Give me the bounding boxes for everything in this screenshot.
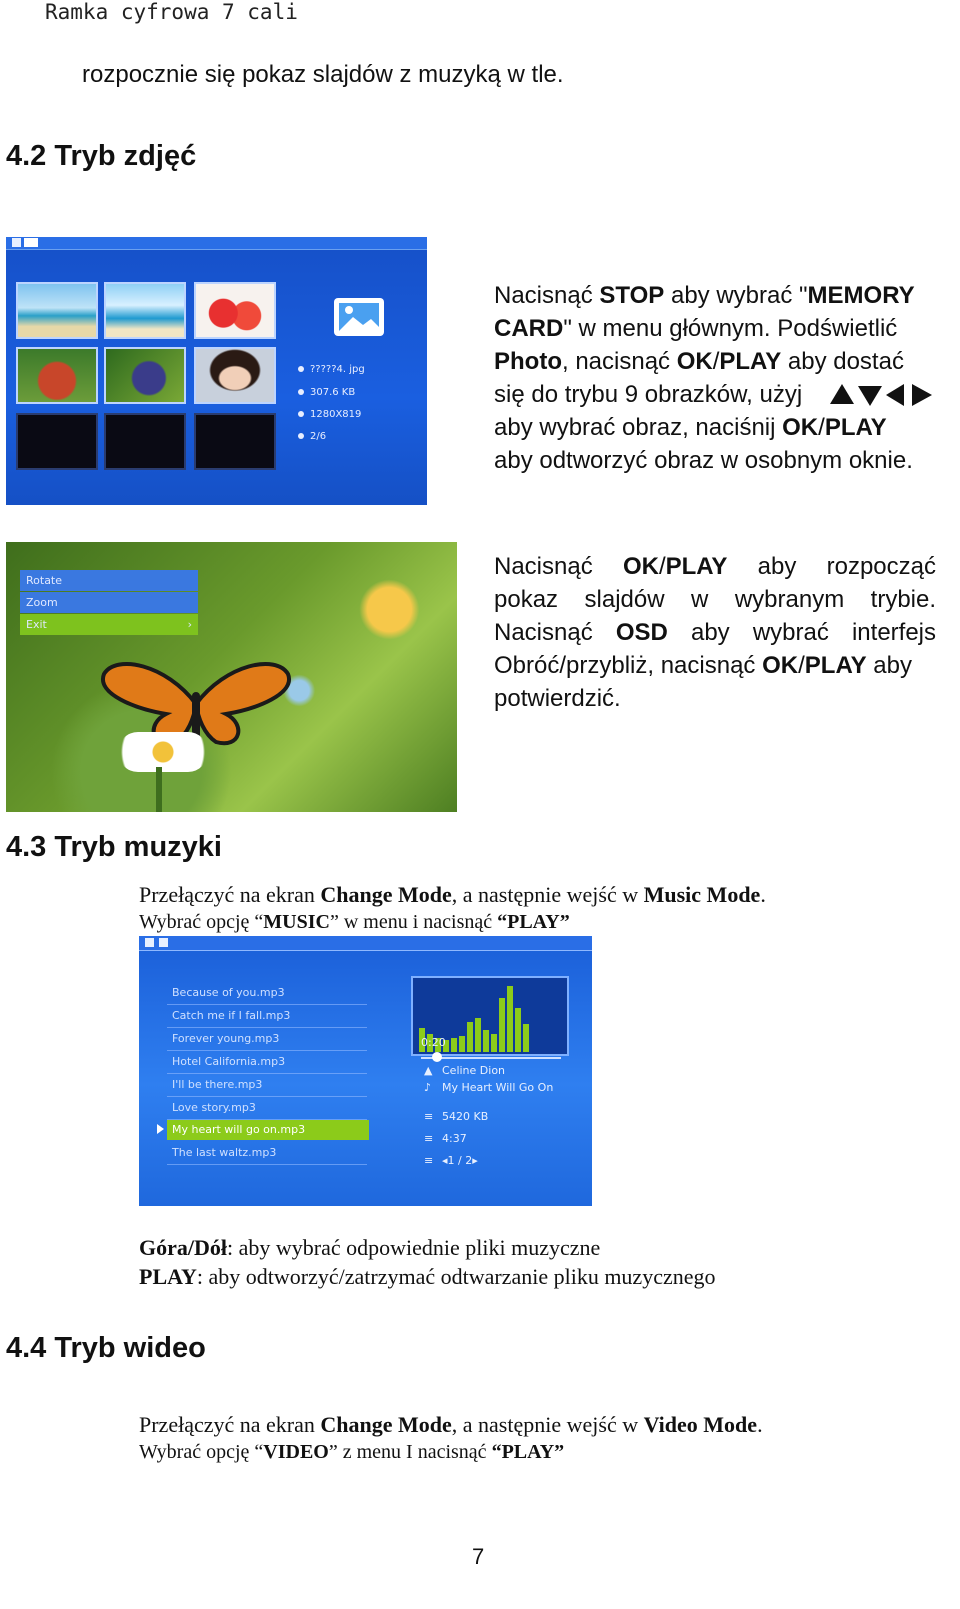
bullet-icon: ≡ [424,1154,434,1167]
chevron-left-icon: ◂ [442,1154,448,1167]
document-header: Ramka cyfrowa 7 cali [45,0,298,24]
menu-item-zoom: Zoom [20,592,198,613]
file-size-info: 307.6 KB [298,387,355,398]
index-info: 2/6 [298,431,326,442]
thumbnail-portrait [194,347,276,404]
menu-item-exit: Exit › [20,614,198,635]
chevron-right-icon: › [187,618,192,631]
progress-track [421,1057,561,1059]
thumbnail-beach [16,282,98,339]
song-item: Forever young.mp3 [172,1032,280,1045]
play-pointer-icon [157,1124,164,1134]
file-size: 5420 KB [442,1110,489,1123]
track-title: My Heart Will Go On [442,1081,554,1094]
screen-top-bar [139,936,592,951]
song-item: Catch me if I fall.mp3 [172,1009,291,1022]
video-mode-line-2: Wybrać opcję “VIDEO” z menu I nacisnąć “PLAY” [139,1441,565,1463]
photo-mode-screenshot [6,237,427,505]
song-item: Because of you.mp3 [172,986,285,999]
thumbnail-fruit-basket [16,347,98,404]
white-flower-image [118,732,208,772]
song-item: I'll be there.mp3 [172,1078,263,1091]
slideshow-screenshot [6,542,457,812]
elapsed-time: 0:20 [421,1036,446,1049]
resolution-info: 1280X819 [298,409,361,420]
slideshow-instructions: Nacisnąć OK/PLAY aby rozpocząć pokaz slajdów w wybranym trybie. Nacisnąć OSD aby wybrać interfejs Obróć/przybliż, nacisnąć OK/PLAY aby potwierdzić. [494,553,937,712]
video-mode-line-1: Przełączyć na ekran Change Mode, a następnie wejść w Video Mode. [139,1412,763,1437]
usb-icon [159,938,168,947]
song-item: My heart will go on.mp3 [172,1123,306,1136]
song-item: Hotel California.mp3 [172,1055,286,1068]
bullet-icon: ≡ [424,1132,434,1145]
picture-icon [333,297,385,337]
usb-icon [24,238,38,247]
flower-stem [156,767,162,812]
artist-name: Celine Dion [442,1064,506,1077]
track-duration: 4:37 [442,1132,467,1145]
menu-item-rotate: Rotate [20,570,198,591]
card-icon [145,938,154,947]
thumbnail-tropical [104,282,186,339]
arrow-keys-icon [828,382,934,408]
page-indicator: ◂1 / 2▸ [442,1154,478,1167]
music-note-1: Góra/Dół: aby wybrać odpowiednie pliki muzyczne [139,1235,601,1260]
section-heading-music: 4.3 Tryb muzyki [6,831,222,863]
file-name-info: ?????4. jpg [298,364,365,375]
page-number: 7 [472,1544,485,1569]
thumbnail-empty [16,413,98,470]
song-item: The last waltz.mp3 [172,1146,277,1159]
section-heading-photo: 4.2 Tryb zdjęć [6,140,197,172]
photo-mode-instructions: Nacisnąć STOP aby wybrać "MEMORY CARD" w menu głównym. Podświetlić Photo, nacisnąć OK/PLAY aby dostać się do trybu 9 obrazków, użyj aby wybrać obraz, naciśnij OK/PLAY aby odtworzyć obraz w osobnym oknie. [494,279,936,477]
screen-top-bar [6,237,427,250]
artist-icon: ▲ [424,1064,433,1077]
music-note-2: PLAY: aby odtworzyć/zatrzymać odtwarzanie pliku muzycznego [139,1264,716,1289]
music-note-icon: ♪ [424,1081,432,1094]
intro-line: rozpocznie się pokaz slajdów z muzyką w tle. [82,61,564,88]
song-item: Love story.mp3 [172,1101,256,1114]
music-mode-line-2: Wybrać opcję “MUSIC” w menu i nacisnąć “PLAY” [139,911,570,933]
progress-knob [432,1052,442,1062]
section-heading-video: 4.4 Tryb wideo [6,1332,206,1364]
music-mode-line-1: Przełączyć na ekran Change Mode, a następnie wejść w Music Mode. [139,882,766,907]
bullet-icon: ≡ [424,1110,434,1123]
thumbnail-empty [104,413,186,470]
thumbnail-empty [194,413,276,470]
card-icon [12,238,21,247]
thumbnail-grapes [104,347,186,404]
chevron-right-icon: ▸ [472,1154,478,1167]
thumbnail-apples [194,282,276,339]
music-mode-screenshot [139,936,592,1206]
